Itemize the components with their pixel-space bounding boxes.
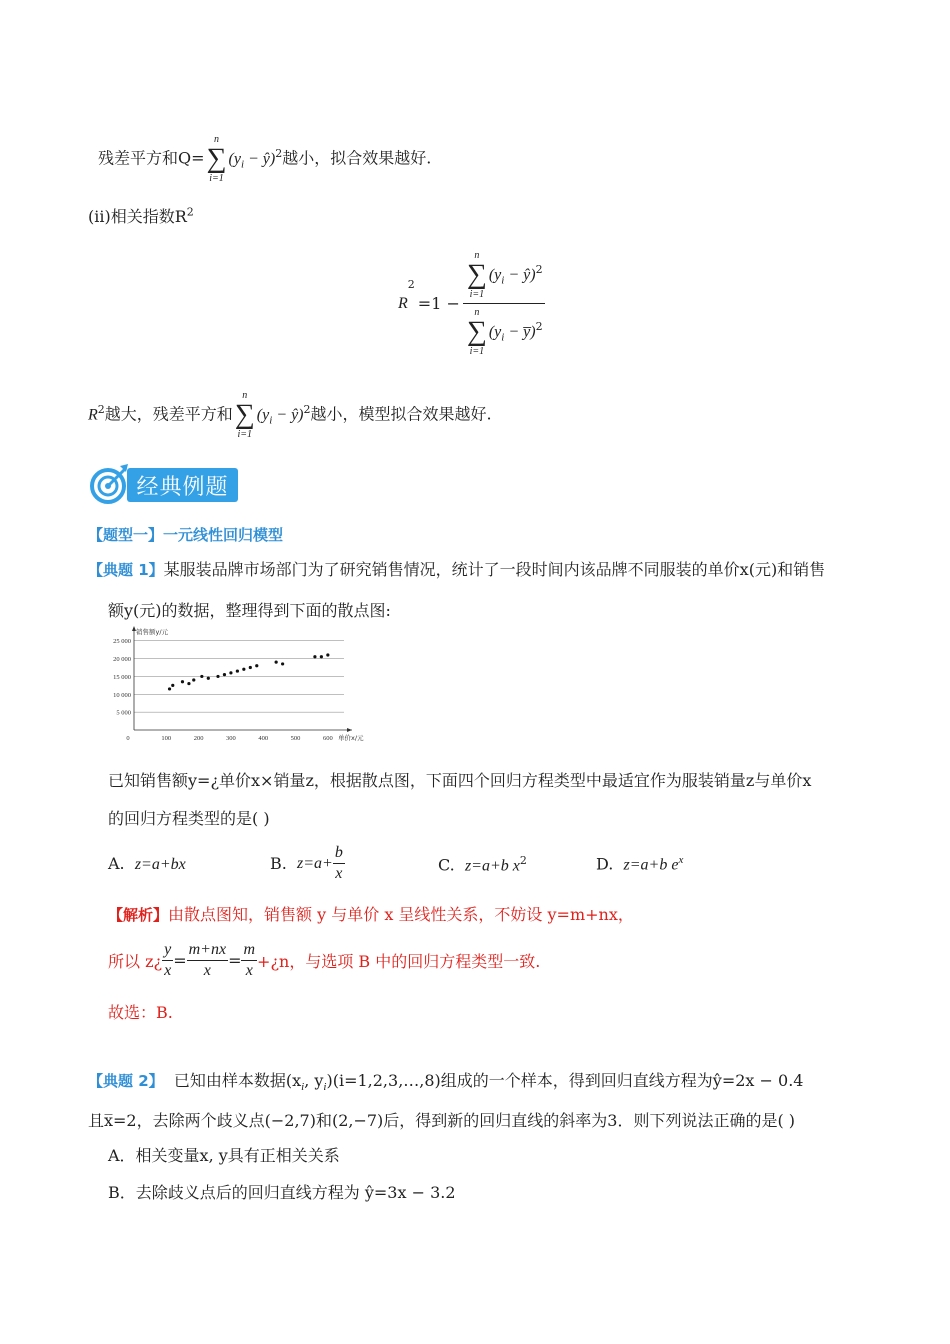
y-tick-label: 25 000 — [113, 638, 131, 646]
example2-option-b[interactable]: B．去除歧义点后的回归直线方程为 ŷ=3x − 3.2 — [108, 1183, 456, 1202]
data-point — [236, 669, 239, 672]
option-b[interactable]: B. z=a+ $\frac{b}{x}$ — [270, 844, 343, 882]
x-tick-label: 200 — [193, 735, 204, 742]
residual-prefix: 残差平方和Q= — [98, 148, 205, 168]
data-point — [181, 680, 184, 683]
y-tick-label: 5 000 — [116, 709, 131, 717]
example2-line1: 【典题 2】 已知由样本数据($x_i$, $y_i)(i=1,2,3,\dots,8)$组成的一个样本，得到回归直线方程为ŷ=2x − 0.4 — [88, 1071, 804, 1094]
target-arrow-icon — [88, 462, 132, 506]
data-point — [223, 673, 226, 676]
example1-line3: 已知销售额y=¿单价x×销量z，根据散点图，下面四个回归方程类型中最适宜作为服装销量z与单价x — [108, 771, 812, 790]
y-axis-label: 销售额y/元 — [136, 628, 169, 636]
r2-fraction: n ∑ i=1 ($y_i$ − ŷ)$^2$ n ∑ i=1 ($y_i$ − y̅)$^2$ — [463, 250, 545, 357]
data-point — [192, 678, 195, 681]
banner-title: 经典例题 — [127, 468, 238, 502]
r2-conclusion: $R^2$越大，残差平方和 n ∑ i=1 ($y_i$ − ŷ)$^2$越小，模型拟合效果越好. — [88, 390, 492, 440]
type1-heading: 【题型一】一元线性回归模型 — [88, 526, 284, 544]
y-tick-label: 15 000 — [113, 673, 131, 681]
example1-line4: 的回归方程类型的是( ) — [108, 809, 270, 828]
data-point — [313, 655, 316, 658]
x-tick-label: 100 — [161, 735, 172, 742]
x-tick-label: 300 — [226, 735, 236, 742]
solution-line2: 所以 z¿ $\frac{y}{x}$ = $\frac{m+nx}{x}$ = $\frac{m}{x}$ +¿n，与选项 B 中的回归方程类型一致. — [108, 941, 541, 979]
example2-option-a[interactable]: A．相关变量x, y具有正相关关系 — [108, 1146, 340, 1165]
x-tick-label: 0 — [126, 735, 130, 742]
example1-line2: 额y(元)的数据，整理得到下面的散点图: — [108, 601, 391, 620]
solution-line1: 【解析】由散点图知，销售额 y 与单价 x 呈线性关系，不妨设 y=m+nx， — [108, 905, 634, 924]
scatter-chart — [100, 622, 364, 748]
residual-suffix: 越小，拟合效果越好. — [282, 148, 432, 168]
r2-formula: R 2 =1 − n ∑ i=1 ($y_i$ − ŷ)$^2$ n ∑ i=1 ($y_i$ − y̅)$^2$ — [398, 250, 543, 357]
x-axis-label: 单价x/元 — [338, 734, 364, 742]
option-a[interactable]: A. z=a+bx — [108, 854, 186, 873]
x-tick-label: 400 — [258, 735, 269, 742]
data-point — [255, 664, 258, 667]
option-c[interactable]: C. z=a+b $x^2$ — [438, 854, 527, 875]
solution-answer: 故选：B. — [108, 1003, 173, 1022]
sum-symbol: n ∑ i=1 — [206, 134, 227, 184]
data-point — [168, 687, 171, 690]
data-point — [187, 682, 190, 685]
example1-line1: 【典题 1】某服装品牌市场部门为了研究销售情况，统计了一段时间内该品牌不同服装的单价x(元)和销售 — [88, 560, 826, 579]
x-tick-label: 600 — [322, 735, 333, 742]
data-point — [320, 655, 323, 658]
option-d[interactable]: D. z=a+b $e^x$ — [596, 854, 684, 874]
scatter-svg — [100, 622, 364, 748]
data-point — [242, 668, 245, 671]
y-tick-label: 20 000 — [113, 656, 131, 664]
r2-label: (ii)相关指数$R^2$ — [88, 205, 194, 226]
data-point — [249, 666, 252, 669]
data-point — [326, 653, 329, 656]
data-point — [207, 677, 210, 680]
x-tick-label: 500 — [290, 735, 301, 742]
data-point — [216, 675, 219, 678]
data-point — [275, 661, 278, 664]
residual-sum-line: 残差平方和Q= n ∑ i=1 ($y_i$ − ŷ)$^2$越小，拟合效果越好. — [98, 134, 432, 184]
data-point — [281, 662, 284, 665]
data-point — [229, 671, 232, 674]
data-point — [200, 675, 203, 678]
example2-line2: 且x̅=2，去除两个歧义点(−2,7)和(2,−7)后，得到新的回归直线的斜率为3．则下列说法正确的是( ) — [88, 1111, 796, 1130]
data-point — [171, 684, 174, 687]
y-tick-label: 10 000 — [113, 691, 131, 699]
x-axis-arrow — [347, 728, 352, 732]
